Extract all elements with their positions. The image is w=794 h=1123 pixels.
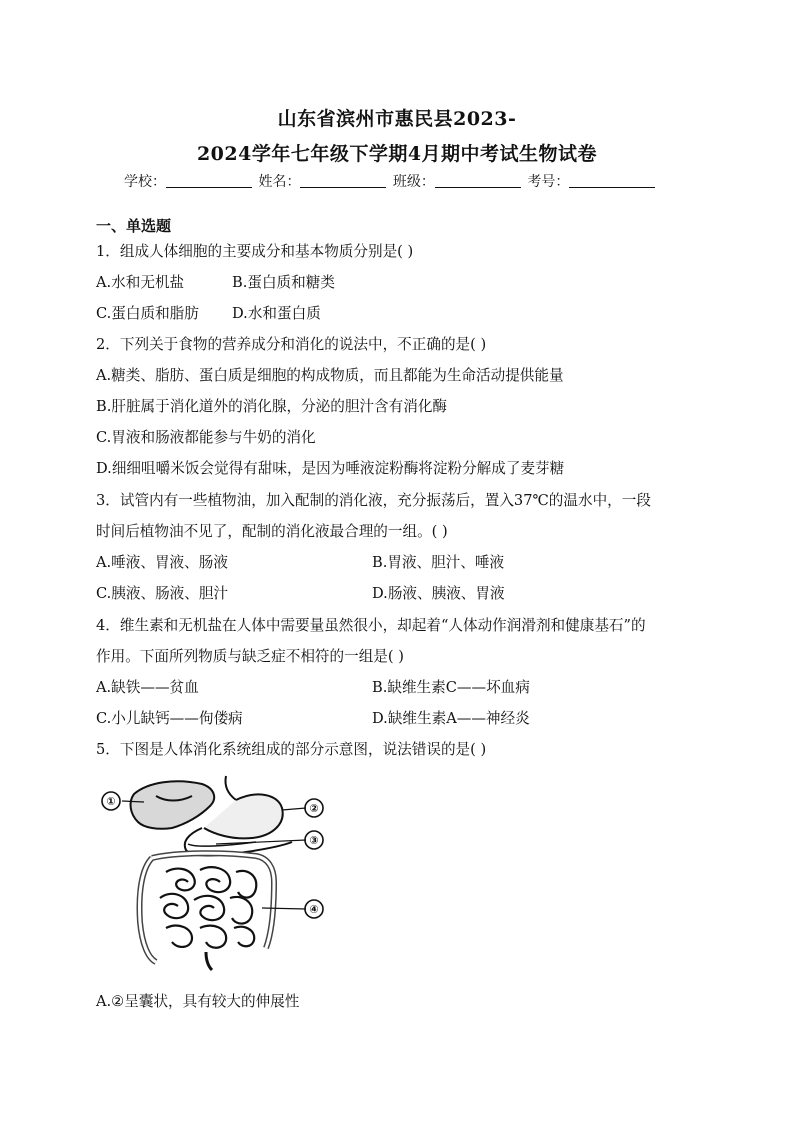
- q4-option-b: B.缺维生素C——坏血病: [372, 679, 530, 696]
- q1-option-a: A.水和无机盐: [96, 274, 185, 291]
- q3-stem-line-1: 3．试管内有一些植物油，加入配制的消化液，充分振荡后，置入37℃的温水中，一段: [96, 492, 651, 509]
- school-blank[interactable]: [166, 173, 252, 188]
- student-info-row: [124, 171, 684, 191]
- q1-stem: 1．组成人体细胞的主要成分和基本物质分别是( ): [96, 243, 414, 260]
- diagram-label-3: ③: [309, 834, 319, 847]
- large-intestine-shape: [140, 853, 275, 962]
- q1-option-b: B.蛋白质和糖类: [232, 274, 335, 291]
- liver-shape: [131, 781, 215, 829]
- q4-option-d: D.缺维生素A——神经炎: [372, 710, 530, 727]
- q2-stem: 2．下列关于食物的营养成分和消化的说法中，不正确的是( ): [96, 336, 487, 353]
- q4-stem-line-1: 4．维生素和无机盐在人体中需要量虽然很小，却起着“人体动作润滑剂和健康基石”的: [96, 617, 646, 634]
- q4-stem-line-2: 作用。下面所列物质与缺乏症不相符的一组是( ): [96, 648, 404, 665]
- q2-option-b: B.肝脏属于消化道外的消化腺，分泌的胆汁含有消化酶: [96, 398, 448, 415]
- digestive-system-diagram: [96, 772, 336, 972]
- q1-option-d: D.水和蛋白质: [232, 305, 321, 322]
- q3-option-d: D.肠液、胰液、胃液: [372, 585, 505, 602]
- diagram-label-4: ④: [309, 903, 319, 916]
- q1-option-c: C.蛋白质和脂肪: [96, 305, 199, 322]
- q4-option-a: A.缺铁——贫血: [96, 679, 199, 696]
- section-title: 一、单选题: [96, 217, 172, 235]
- q2-option-c: C.胃液和肠液都能参与牛奶的消化: [96, 429, 316, 446]
- class-label: 班级：: [392, 174, 435, 190]
- esophagus-shape: [225, 776, 236, 800]
- q5-option-a: A.②呈囊状，具有较大的伸展性: [96, 993, 300, 1010]
- q5-stem: 5．下图是人体消化系统组成的部分示意图，说法错误的是( ): [96, 741, 487, 758]
- q2-option-d: D.细细咀嚼米饭会觉得有甜味，是因为唾液淀粉酶将淀粉分解成了麦芽糖: [96, 460, 565, 477]
- name-blank[interactable]: [300, 173, 386, 188]
- diagram-label-1: ①: [106, 795, 116, 808]
- rectum-shape: [206, 952, 212, 970]
- title-line-1: 山东省滨州市惠民县2023-: [277, 108, 517, 130]
- q3-stem-line-2: 时间后植物油不见了，配制的消化液最合理的一组。( ): [96, 523, 448, 540]
- exam-number-label: 考号：: [527, 174, 570, 190]
- exam-number-blank[interactable]: [569, 173, 655, 188]
- title-line-2: 2024学年七年级下学期4月期中考试生物试卷: [196, 143, 598, 165]
- small-intestine-shape: [160, 867, 256, 948]
- diagram-label-2: ②: [309, 802, 319, 815]
- name-label: 姓名：: [258, 174, 301, 190]
- q3-option-c: C.胰液、肠液、胆汁: [96, 585, 229, 602]
- q4-option-c: C.小儿缺钙——佝偻病: [96, 710, 243, 727]
- stomach-shape: [204, 794, 283, 838]
- q3-option-a: A.唾液、胃液、肠液: [96, 554, 228, 571]
- q3-option-b: B.胃液、胆汁、唾液: [372, 554, 505, 571]
- school-label: 学校：: [124, 174, 166, 190]
- class-blank[interactable]: [435, 173, 521, 188]
- q2-option-a: A.糖类、脂肪、蛋白质是细胞的构成物质，而且都能为生命活动提供能量: [96, 367, 564, 384]
